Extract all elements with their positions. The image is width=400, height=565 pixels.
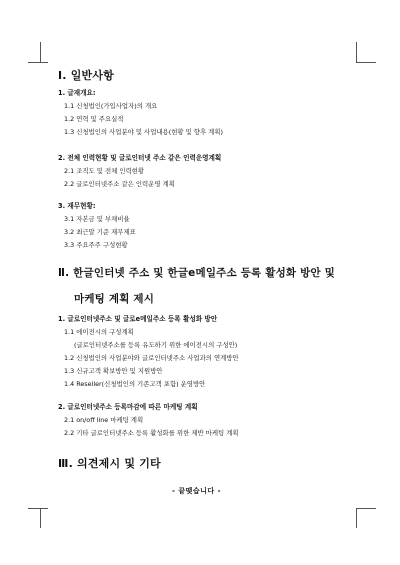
list-item: 1.2 연혁 및 주요실적 [64, 115, 124, 123]
list-item: 1.1 에이전시의 구성계획 [64, 328, 134, 336]
group-title: 2. 글로인터넷주소 등록마감에 따른 마케팅 계획 [58, 403, 198, 411]
section-heading-1: Ⅰ. 일반사항 [58, 69, 115, 82]
list-item: 3.3 주요주주 구성현황 [64, 241, 128, 249]
list-item: 3.2 최근말 기준 재무제표 [64, 228, 136, 236]
list-item: 1.4 Reseller(신청법인의 기존고객 포함) 운영방안 [64, 380, 206, 388]
group-title: 1. 글로인터넷주소 및 글로e메일주소 등록 활성화 방안 [58, 315, 218, 323]
crop-mark-bottom-left-h [28, 508, 48, 509]
list-item: 1.2 신청법인의 사업분야와 글로인터넷주소 사업과의 연계방안 [64, 354, 239, 362]
crop-mark-top-left-h [28, 62, 48, 63]
list-item: 2.1 on/off line 마케팅 계획 [64, 416, 144, 424]
group-title: 1. 글재개요: [58, 89, 96, 97]
list-item: 2.2 기타 글로인터넷주소 등록 활성화를 위한 제반 마케팅 계획 [64, 429, 239, 437]
group-title: 2. 전체 인력현황 및 글로인터넷 주소 같은 인력운영계획 [58, 154, 222, 162]
crop-mark-bottom-right [356, 508, 357, 528]
list-item: 2.2 글로인터넷주소 같은 인력운영 계획 [64, 180, 175, 188]
list-item: 1.3 신청법인의 사업분야 및 사업내용(현황 및 향후 계획) [64, 128, 224, 136]
closing-text: - 끝맺습니다 - [172, 487, 221, 495]
crop-mark-top-right-h [356, 62, 376, 63]
section-heading-2: Ⅱ. 한글인터넷 주소 및 한글e메일주소 등록 활성화 방안 및 [58, 267, 336, 279]
list-item: 3.1 자본금 및 부채비율 [64, 215, 130, 223]
list-item: 1.3 신규고객 확보방안 및 지원방안 [64, 367, 163, 375]
crop-mark-bottom-right-h [356, 508, 376, 509]
crop-mark-top-left [40, 42, 41, 62]
list-item: (글로인터넷주소를 등록 유도하기 위한 에이전시의 구성안) [74, 341, 238, 349]
group-title: 3. 재무현황: [58, 202, 96, 210]
list-item: 2.1 조직도 및 전체 인력현황 [64, 167, 145, 175]
crop-mark-top-right [356, 42, 357, 62]
section-heading-2-cont: 마케팅 계획 제시 [74, 293, 155, 305]
list-item: 1.1 신청법인(가입사업자)의 개요 [64, 102, 158, 110]
section-heading-3: Ⅲ. 의견제시 및 기타 [58, 457, 161, 470]
crop-mark-bottom-left [40, 508, 41, 528]
